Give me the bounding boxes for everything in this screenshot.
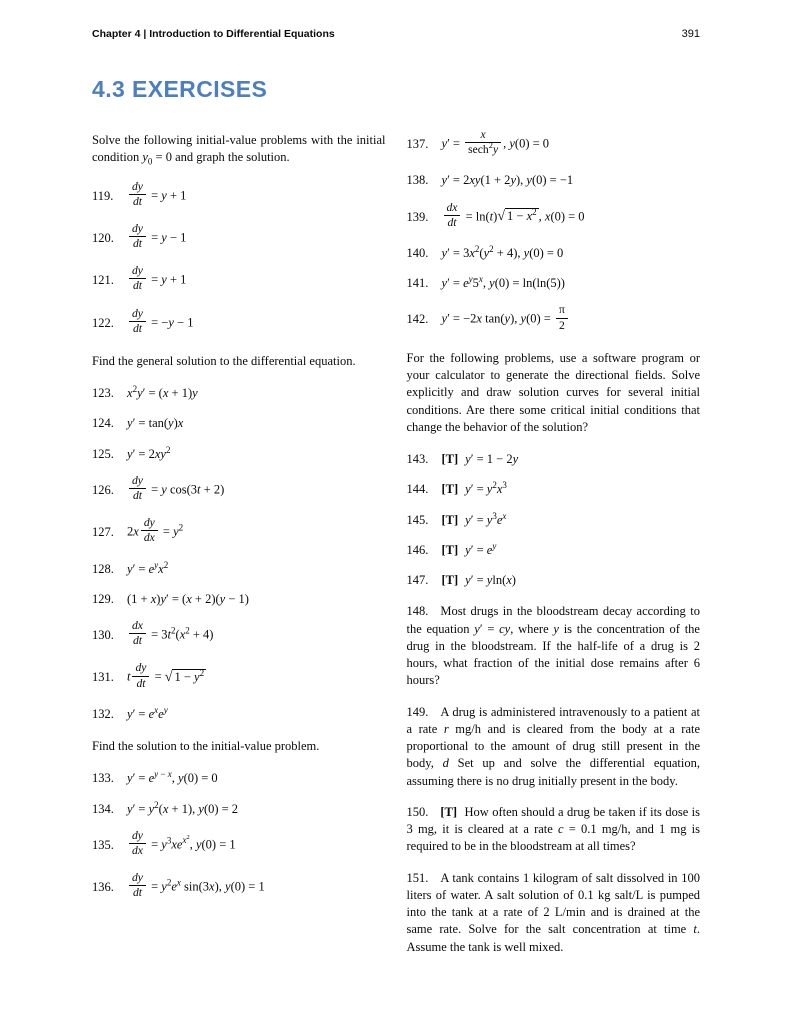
problem-125 xyxy=(92,446,386,463)
problem-number: 135. xyxy=(92,837,114,852)
problem-133 xyxy=(92,770,386,787)
problem-equation: $y' = e^yx^2$ xyxy=(127,559,169,576)
problem-number: 136. xyxy=(92,880,114,895)
problem-number: 142. xyxy=(406,312,429,327)
right-column xyxy=(407,117,701,970)
problem-equation: y′ = −2x tan(y), y(0) = $\frac{\pi}{2}$ xyxy=(442,305,570,334)
problem-equation: $\frac{dy}{dx}$ = $y^3xe^{x^2}$, y(0) = 1 xyxy=(127,831,236,860)
problem-126 xyxy=(92,473,386,505)
problem-equation: $\frac{dy}{dt}$ = y − 1 xyxy=(127,224,186,253)
problem-142 xyxy=(407,305,701,334)
problem-number: 121. xyxy=(92,273,114,288)
page-header xyxy=(92,28,700,40)
problem-equation: $y' = y^2x^3$ xyxy=(465,480,507,497)
problem-number: 140. xyxy=(406,245,429,260)
problem-number: 124. xyxy=(92,416,114,431)
problem-number: 125. xyxy=(92,446,114,461)
problem-equation: $y' = 3x^2(y^2 + 4)$, y(0) = 0 xyxy=(441,243,564,260)
problem-119 xyxy=(92,179,386,211)
problem-equation: $y' = e^y5^x$, y(0) = ln(ln(5)) xyxy=(441,274,565,291)
technology-tag: [T] xyxy=(441,542,459,557)
problem-number: 130. xyxy=(92,628,114,643)
problem-number: 126. xyxy=(92,482,114,497)
problem-equation: $y' = e^{y - x}$, y(0) = 0 xyxy=(127,769,218,786)
page-number: 391 xyxy=(681,28,700,40)
problem-number: 131. xyxy=(92,670,114,685)
problem-122 xyxy=(92,306,386,338)
problem-equation: $x^2y' = (x + 1)y$ xyxy=(127,383,198,401)
problem-147 xyxy=(407,572,701,589)
problem-number: 138. xyxy=(406,173,429,188)
technology-tag: [T] xyxy=(441,573,459,588)
problem-120 xyxy=(92,221,386,253)
problem-number: 127. xyxy=(92,525,114,540)
section-title: 4.3 EXERCISES xyxy=(92,76,268,102)
problem-140 xyxy=(407,245,701,262)
problem-number: 120. xyxy=(92,230,114,245)
problem-128 xyxy=(92,561,386,578)
problem-123 xyxy=(92,385,386,402)
problem-equation: $y' = e^y$ xyxy=(465,540,497,557)
instruction-text: Find the general solution to the differential equation. xyxy=(92,353,356,368)
problem-144 xyxy=(407,481,701,498)
problem-136 xyxy=(92,873,386,902)
two-column-layout xyxy=(92,117,700,970)
problem-equation: y′ = yln(x) xyxy=(465,573,516,588)
instruction-text: Solve the following initial-value problems with the initial condition $y_0 = 0$ and graph the solution. xyxy=(92,133,386,167)
problem-number: 139. xyxy=(406,209,429,224)
problem-number: 143. xyxy=(406,452,429,467)
problem-146 xyxy=(407,542,701,559)
problem-number: 134. xyxy=(92,801,114,816)
problem-number: 149. xyxy=(406,704,429,719)
problem-135 xyxy=(92,828,386,860)
problem-equation: $\frac{dx}{dt}$ = $3t^2(x^2 + 4)$ xyxy=(127,621,213,650)
problem-143 xyxy=(407,451,701,468)
problem-number: 122. xyxy=(92,315,114,330)
problem-number: 151. xyxy=(406,870,429,885)
problem-129 xyxy=(92,591,386,608)
problem-149: 149. A drug is administered intravenously to a patient at a rate r mg/h and is cleared from the body at a rate proportional to the amount of drug still present in the body, d Set up and solve the differential equation, assuming there is no drug initially present in the body. xyxy=(406,704,701,788)
problem-121 xyxy=(92,266,386,295)
problem-number: 132. xyxy=(92,706,114,721)
problem-number: 133. xyxy=(92,771,114,786)
problem-number: 146. xyxy=(406,542,429,557)
instruction-text: Find the solution to the initial-value problem. xyxy=(92,739,320,753)
technology-tag: [T] xyxy=(441,482,459,497)
problem-equation: $\frac{dy}{dt}$ = y + 1 xyxy=(127,266,186,295)
problem-equation: y′ = x sech$^2$y , y(0) = 0 xyxy=(441,128,550,157)
problem-131 xyxy=(92,663,386,692)
problem-132 xyxy=(92,706,386,723)
problem-equation: $y' = y^3e^x$ xyxy=(465,510,507,527)
problem-number: 123. xyxy=(92,386,114,401)
problem-138 xyxy=(407,172,701,189)
problem-equation: $y' = e^xe^y$ xyxy=(127,704,168,721)
problem-equation: $\frac{dy}{dt}$ = −y − 1 xyxy=(127,309,193,338)
problem-145 xyxy=(407,512,701,529)
problem-equation: y′ = 2xy(1 + 2y), y(0) = −1 xyxy=(441,173,574,188)
problem-number: 145. xyxy=(406,512,429,527)
running-head: Chapter 4 | Introduction to Differential Equations xyxy=(92,28,335,40)
problem-134 xyxy=(92,801,386,818)
problem-124 xyxy=(92,415,386,432)
problem-number: 147. xyxy=(406,573,429,588)
problem-equation: $\frac{dy}{dt}$ = $y^2e^x$ sin(3x), y(0) = 1 xyxy=(127,873,265,902)
problem-number: 141. xyxy=(406,276,429,291)
problem-equation: $y' = y^2(x + 1)$, y(0) = 2 xyxy=(127,799,239,816)
problem-equation: $y' = 2xy^2$ xyxy=(127,444,171,461)
problem-148: 148. Most drugs in the bloodstream decay according to the equation y′ = cy, where y is the concentration of the drug in the bloodstream. If the half-life of a drug is 2 hours, what fraction of the initial dose remains after 6 hours? xyxy=(406,604,700,688)
problem-equation: $\frac{dy}{dt}$ = y cos(3t + 2) xyxy=(127,476,224,505)
problem-130 xyxy=(92,621,386,650)
problem-number: 129. xyxy=(92,591,114,606)
problem-equation: $\frac{dy}{dt}$ = y + 1 xyxy=(127,182,186,211)
problem-number: 119. xyxy=(92,188,114,203)
problem-141 xyxy=(407,275,701,292)
problem-equation: $\frac{dx}{dt}$ = ln(t)√ $1 - x^2$ , x(0) = 0 xyxy=(442,203,585,232)
problem-equation: (1 + x)y′ = (x + 2)(y − 1) xyxy=(127,591,249,606)
problem-number: 137. xyxy=(406,137,429,152)
problem-150: 150. [T] How often should a drug be taken if its dose is 3 mg, it is cleared at a rate c = 0.1 mg/h, and 1 mg is required to be in the bloodstream at all times? xyxy=(406,804,700,854)
problem-equation: t $\frac{dy}{dt}$ = √ $1 - y^2$ xyxy=(127,661,205,690)
problem-equation: y′ = 1 − 2y xyxy=(465,452,519,467)
left-column xyxy=(92,117,386,970)
problem-equation: y′ = tan(y)x xyxy=(127,416,184,431)
problem-number: 148. xyxy=(406,604,429,619)
problem-127 xyxy=(92,518,386,547)
technology-tag: [T] xyxy=(440,804,461,819)
problem-number: 128. xyxy=(92,561,114,576)
problem-137 xyxy=(407,130,701,159)
problem-139 xyxy=(406,200,701,232)
problem-number: 150. xyxy=(406,804,429,819)
technology-tag: [T] xyxy=(441,452,459,467)
problem-equation: 2x $\frac{dy}{dx}$ = $y^2$ xyxy=(127,516,184,545)
problem-151: 151. A tank contains 1 kilogram of salt dissolved in 100 liters of water. A salt solution of 0.1 kg salt/L is pumped into the tank at a rate of 2 L/min and is drained at the same rate. Solve for the salt concentration at time t. Assume the tank is well mixed. xyxy=(406,870,700,954)
technology-tag: [T] xyxy=(441,512,459,527)
instruction-text: For the following problems, use a software program or your calculator to generate the directional fields. Solve explicitly and draw solution curves for several initial conditions. Are there some critical initial conditions that change the behavior of the solution? xyxy=(406,350,700,434)
problem-number: 144. xyxy=(406,482,429,497)
